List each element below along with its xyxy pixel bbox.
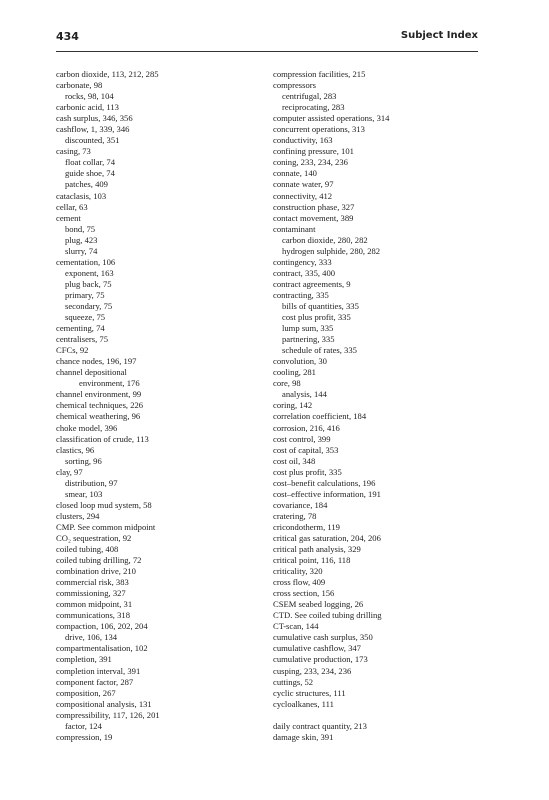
index-entry: carbon dioxide, 113, 212, 285 <box>56 69 159 79</box>
index-entry: cashflow, 1, 339, 346 <box>56 124 130 135</box>
index-subentry: drive, 106, 134 <box>65 632 118 643</box>
index-subentry: bond, 75 <box>65 223 96 234</box>
index-entry: coning, 233, 234, 236 <box>273 157 348 168</box>
index-subentry: centrifugal, 283 <box>282 91 337 102</box>
index-subentry: partnering, 335 <box>282 334 335 345</box>
index-entry: component factor, 287 <box>56 676 134 687</box>
index-entry: critical path analysis, 329 <box>273 544 361 555</box>
index-subentry: smear, 103 <box>65 488 103 499</box>
index-entry: cricondotherm, 119 <box>273 521 340 532</box>
index-spacer <box>273 710 473 721</box>
index-entry: CFCs, 92 <box>56 345 89 356</box>
index-entry: construction phase, 327 <box>273 201 355 212</box>
index-entry: cooling, 281 <box>273 367 316 378</box>
index-entry: daily contract quantity, 213 <box>273 720 367 731</box>
index-entry: cost plus profit, 335 <box>273 466 342 477</box>
index-entry: connate, 140 <box>273 168 317 179</box>
index-entry: cost oil, 348 <box>273 455 316 466</box>
index-entry: chance nodes, 196, 197 <box>56 356 137 367</box>
index-entry: convolution, 30 <box>273 356 327 367</box>
index-entry: composition, 267 <box>56 687 116 698</box>
index-entry: clay, 97 <box>56 466 83 477</box>
index-entry: completion interval, 391 <box>56 665 141 676</box>
page-header <box>56 30 478 46</box>
index-entry: critical gas saturation, 204, 206 <box>273 532 381 543</box>
index-entry: commissioning, 327 <box>56 588 126 599</box>
index-entry: completion, 391 <box>56 654 112 665</box>
index-entry: cellar, 63 <box>56 201 88 212</box>
index-entry: clastics, 96 <box>56 444 95 455</box>
index-subentry: schedule of rates, 335 <box>282 345 357 356</box>
index-entry: CSEM seabed logging, 26 <box>273 599 364 610</box>
index-entry: connectivity, 412 <box>273 190 333 201</box>
index-column-left <box>56 69 256 743</box>
index-subentry: plug, 423 <box>65 234 98 245</box>
index-entry: closed loop mud system, 58 <box>56 499 152 510</box>
index-entry: compositional analysis, 131 <box>56 698 152 709</box>
index-entry: CO₂ sequestration, 92 <box>56 532 132 543</box>
index-entry: cyclic structures, 111 <box>273 687 346 698</box>
index-subentry: exponent, 163 <box>65 267 114 278</box>
index-entry: contract, 335, 400 <box>273 267 336 278</box>
index-subentry: cost plus profit, 335 <box>282 312 351 323</box>
index-entry: coring, 142 <box>273 400 313 411</box>
index-entry: combination drive, 210 <box>56 566 136 577</box>
index-entry: compression facilities, 215 <box>273 69 366 79</box>
index-entry: chemical techniques, 226 <box>56 400 144 411</box>
index-entry: commercial risk, 383 <box>56 577 129 588</box>
index-entry: common midpoint, 31 <box>56 599 133 610</box>
index-entry: contract agreements, 9 <box>273 278 351 289</box>
index-entry: cash surplus, 346, 356 <box>56 113 133 124</box>
index-entry: channel environment, 99 <box>56 389 142 400</box>
index-subentry: guide shoe, 74 <box>65 168 115 179</box>
index-entry: CTD. See coiled tubing drilling <box>273 610 382 621</box>
index-entry: cumulative production, 173 <box>273 654 368 665</box>
index-entry: carbonic acid, 113 <box>56 102 119 113</box>
index-entry: CT-scan, 144 <box>273 621 319 632</box>
index-entry: critical point, 116, 118 <box>273 555 351 566</box>
index-entry: clusters, 294 <box>56 510 100 521</box>
index-entry: cumulative cash surplus, 350 <box>273 632 373 643</box>
index-entry: cement <box>56 212 81 223</box>
index-entry: compression, 19 <box>56 731 113 742</box>
page-number: 434 <box>56 30 79 43</box>
index-subentry: factor, 124 <box>65 720 102 731</box>
index-subentry: patches, 409 <box>65 179 108 190</box>
index-entry: cementing, 74 <box>56 323 105 334</box>
index-entry: computer assisted operations, 314 <box>273 113 390 124</box>
index-subentry: discounted, 351 <box>65 135 120 146</box>
index-entry: contracting, 335 <box>273 289 329 300</box>
index-column-right <box>273 69 473 743</box>
index-entry: cratering, 78 <box>273 510 317 521</box>
index-entry: coiled tubing drilling, 72 <box>56 555 142 566</box>
index-subentry: rocks, 98, 104 <box>65 91 114 102</box>
index-subentry: float collar, 74 <box>65 157 116 168</box>
index-subentry: environment, 176 <box>79 378 140 389</box>
index-entry: communications, 318 <box>56 610 130 621</box>
index-entry: compressibility, 117, 126, 201 <box>56 709 160 720</box>
index-entry: cost–effective information, 191 <box>273 488 381 499</box>
running-title: Subject Index <box>400 30 478 41</box>
index-entry: CMP. See common midpoint <box>56 521 156 532</box>
index-entry: damage skin, 391 <box>273 731 334 742</box>
index-entry: chemical weathering, 96 <box>56 411 141 422</box>
index-entry: classification of crude, 113 <box>56 433 149 444</box>
index-entry: compaction, 106, 202, 204 <box>56 621 148 632</box>
index-subentry: slurry, 74 <box>65 245 98 256</box>
index-entry: criticality, 320 <box>273 566 323 577</box>
index-entry: connate water, 97 <box>273 179 334 190</box>
index-entry: cost control, 399 <box>273 433 331 444</box>
index-entry: cost of capital, 353 <box>273 444 339 455</box>
index-subentry: bills of quantities, 335 <box>282 300 359 311</box>
index-entry: coiled tubing, 408 <box>56 544 119 555</box>
header-rule <box>56 51 478 52</box>
index-entry: casing, 73 <box>56 146 91 157</box>
index-entry: choke model, 396 <box>56 422 118 433</box>
index-entry: cuttings, 52 <box>273 676 314 687</box>
index-subentry: squeeze, 75 <box>65 312 106 323</box>
index-subentry: plug back, 75 <box>65 278 112 289</box>
index-entry: contingency, 333 <box>273 256 332 267</box>
index-entry: core, 98 <box>273 378 301 389</box>
index-subentry: lump sum, 335 <box>282 323 334 334</box>
index-entry: cost–benefit calculations, 196 <box>273 477 376 488</box>
index-subentry: secondary, 75 <box>65 300 113 311</box>
index-entry: confining pressure, 101 <box>273 146 354 157</box>
index-subentry: sorting, 96 <box>65 455 102 466</box>
index-entry: covariance, 184 <box>273 499 328 510</box>
index-entry: concurrent operations, 313 <box>273 124 365 135</box>
index-entry: conductivity, 163 <box>273 135 333 146</box>
index-entry: compartmentalisation, 102 <box>56 643 148 654</box>
index-entry: cross flow, 409 <box>273 577 326 588</box>
index-entry: cusping, 233, 234, 236 <box>273 665 352 676</box>
index-entry: corrosion, 216, 416 <box>273 422 340 433</box>
index-entry: cataclasis, 103 <box>56 190 107 201</box>
index-subentry: distribution, 97 <box>65 477 118 488</box>
index-entry: contaminant <box>273 223 316 234</box>
index-entry: cross section, 156 <box>273 588 335 599</box>
index-entry: cementation, 106 <box>56 256 116 267</box>
index-subentry: hydrogen sulphide, 280, 282 <box>282 245 381 256</box>
index-entry: contact movement, 389 <box>273 212 354 223</box>
index-subentry: analysis, 144 <box>282 389 327 400</box>
index-entry: correlation coefficient, 184 <box>273 411 367 422</box>
index-entry: cumulative cashflow, 347 <box>273 643 361 654</box>
index-entry: compressors <box>273 80 316 91</box>
index-subentry: reciprocating, 283 <box>282 102 345 113</box>
index-subentry: primary, 75 <box>65 289 105 300</box>
index-subentry: carbon dioxide, 280, 282 <box>282 234 368 245</box>
index-entry: cycloalkanes, 111 <box>273 698 334 709</box>
index-entry: channel depositional <box>56 367 127 378</box>
index-entry: centralisers, 75 <box>56 334 109 345</box>
index-entry: carbonate, 98 <box>56 80 103 91</box>
